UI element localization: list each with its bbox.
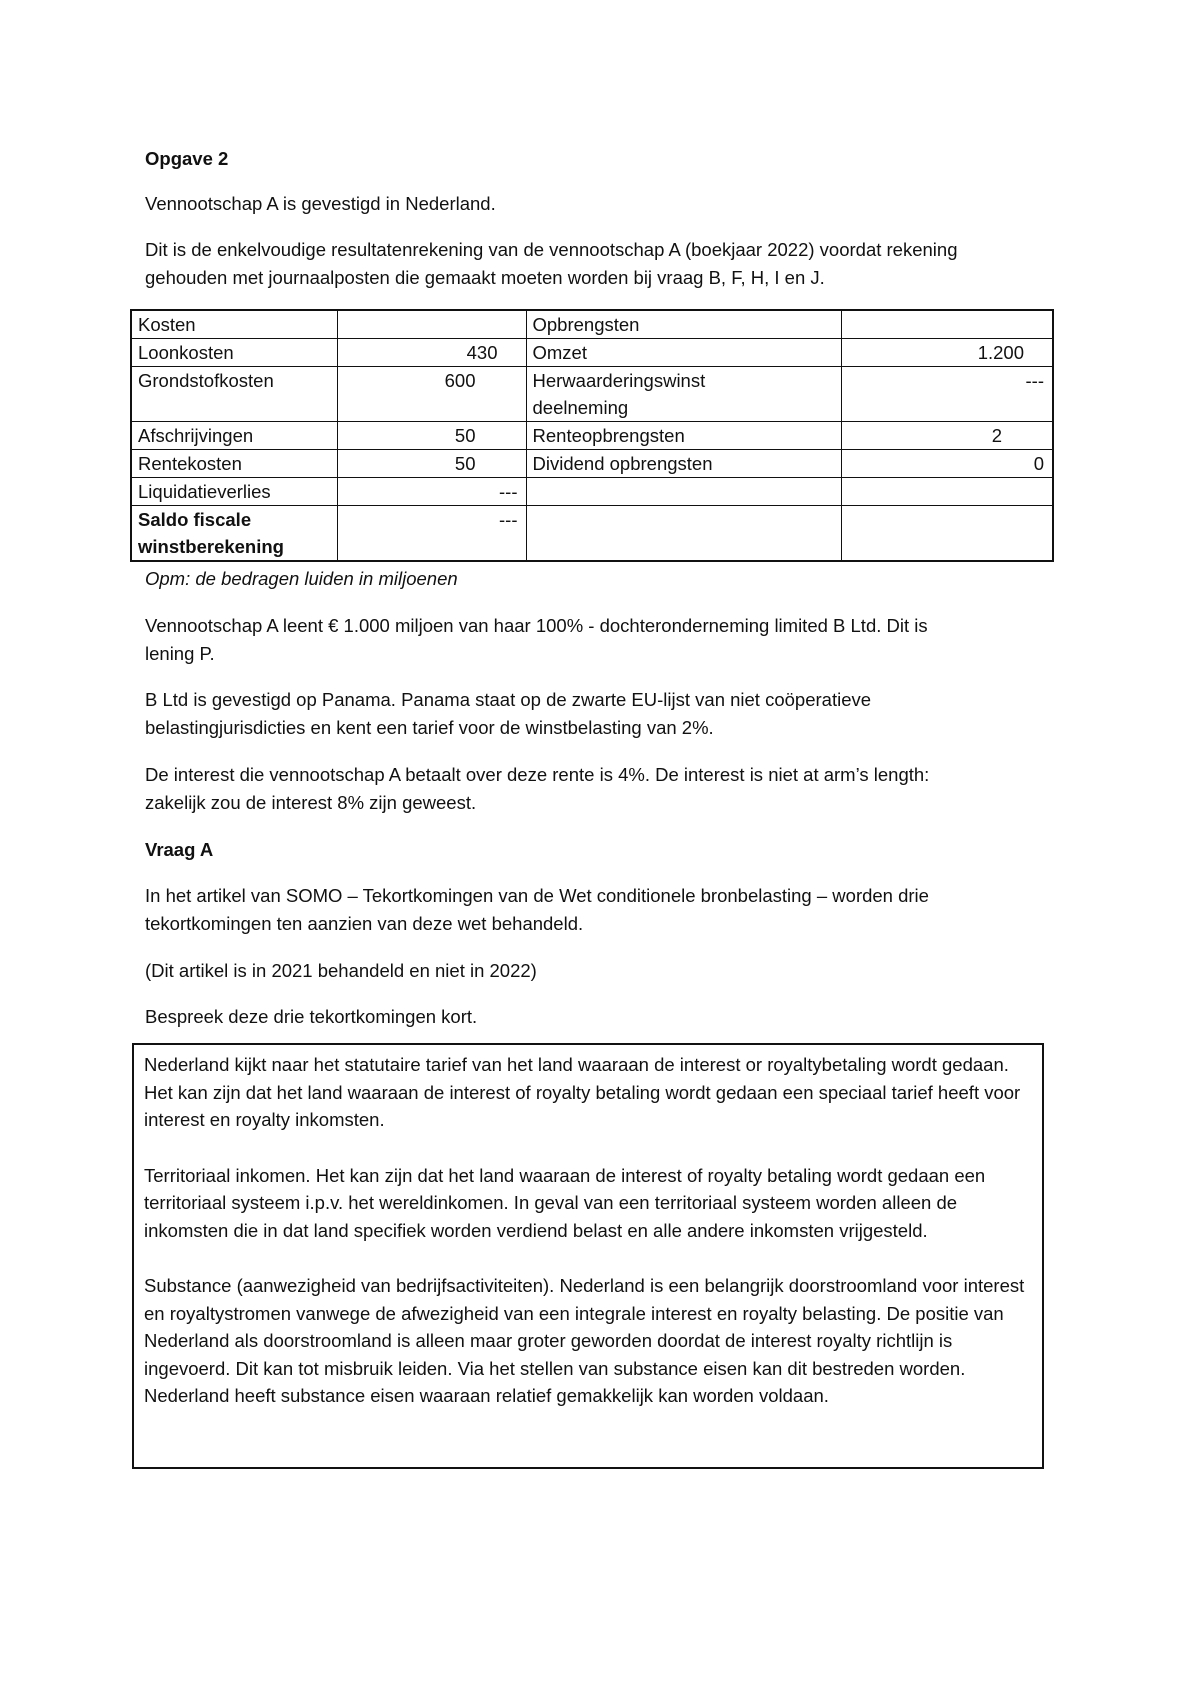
amounts-note: Opm: de bedragen luiden in miljoenen	[145, 568, 458, 589]
assignment-heading: Opgave 2	[145, 148, 229, 169]
question-note: (Dit artikel is in 2021 behandeld en niet in 2022)	[145, 960, 537, 981]
cost-value: ---	[337, 506, 526, 562]
revenue-value: 1.200	[841, 339, 1053, 367]
cost-value: 50	[337, 450, 526, 478]
cost-label: Grondstofkosten	[131, 367, 337, 422]
cost-value: 50	[337, 422, 526, 450]
table-row	[131, 422, 1053, 450]
panama-paragraph-line2: belastingjurisdicties en kent een tarief voor de winstbelasting van 2%.	[145, 717, 714, 738]
loan-paragraph-line1: Vennootschap A leent € 1.000 miljoen van haar 100% - dochteronderneming limited B Ltd. Dit is	[145, 615, 928, 636]
answer-paragraph-2: Territoriaal inkomen. Het kan zijn dat het land waaraan de interest of royalty betaling wordt gedaan een territoriaal systeem i.p.v. het wereldinkomen. In geval van een territoriaal systeem worden alleen de inkomsten die in dat land specifiek worden verdiend belast en alle andere inkomsten vrijgesteld.	[144, 1164, 986, 1241]
cost-label-line1: Saldo fiscale	[138, 509, 252, 530]
revenue-value	[841, 478, 1053, 506]
cost-label: Loonkosten	[131, 339, 337, 367]
revenue-value: 2	[841, 422, 1053, 450]
revenue-label-line1: Herwaarderingswinst	[532, 370, 706, 391]
question-paragraph-line2: tekortkomingen ten aanzien van deze wet behandeld.	[145, 913, 584, 934]
cost-value: 600	[337, 367, 526, 422]
header-revenues: Opbrengsten	[526, 310, 841, 339]
table-row	[131, 506, 1053, 562]
revenue-label: Dividend opbrengsten	[526, 450, 841, 478]
revenue-value: ---	[841, 367, 1053, 422]
header-costs-value	[337, 310, 526, 339]
header-costs: Kosten	[131, 310, 337, 339]
cost-label-line2: winstberekening	[138, 536, 284, 557]
table-row	[131, 478, 1053, 506]
revenue-label: Omzet	[526, 339, 841, 367]
revenue-label	[526, 367, 841, 422]
question-heading: Vraag A	[145, 839, 214, 860]
header-revenues-value	[841, 310, 1053, 339]
answer-box	[132, 1043, 1044, 1469]
cost-label: Liquidatieverlies	[131, 478, 337, 506]
cost-value: 430	[337, 339, 526, 367]
interest-paragraph-line2: zakelijk zou de interest 8% zijn geweest.	[145, 792, 477, 813]
cost-label: Rentekosten	[131, 450, 337, 478]
question-paragraph-line1: In het artikel van SOMO – Tekortkomingen van de Wet conditionele bronbelasting – worden drie	[145, 885, 929, 906]
answer-paragraph-3: Substance (aanwezigheid van bedrijfsactiviteiten). Nederland is een belangrijk doorstroomland voor interest en royaltystromen vanwege de afwezigheid van een integrale interest en royalty belasting. De positie van Nederland als doorstroomland is alleen maar groter geworden doordat de interest royalty richtlijn is ingevoerd. Dit kan tot misbruik leiden. Via het stellen van substance eisen kan dit bestreden worden. Nederland heeft substance eisen waaraan relatief gemakkelijk kan worden voldaan.	[144, 1275, 1025, 1406]
table-row	[131, 339, 1053, 367]
loan-paragraph-line2: lening P.	[145, 643, 215, 664]
intro-paragraph-line2: gehouden met journaalposten die gemaakt moeten worden bij vraag B, F, H, I en J.	[145, 267, 825, 288]
cost-label: Afschrijvingen	[131, 422, 337, 450]
revenue-label	[526, 506, 841, 562]
panama-paragraph-line1: B Ltd is gevestigd op Panama. Panama staat op de zwarte EU-lijst van niet coöperatieve	[145, 689, 872, 710]
table-row	[131, 367, 1053, 422]
revenue-label	[526, 478, 841, 506]
revenue-label: Renteopbrengsten	[526, 422, 841, 450]
income-statement-table	[130, 309, 1054, 562]
question-task: Bespreek deze drie tekortkomingen kort.	[145, 1006, 478, 1027]
table-header-row	[131, 310, 1053, 339]
revenue-value	[841, 506, 1053, 562]
cost-value: ---	[337, 478, 526, 506]
table-row	[131, 450, 1053, 478]
interest-paragraph-line1: De interest die vennootschap A betaalt over deze rente is 4%. De interest is niet at arm’s length:	[145, 764, 930, 785]
revenue-value: 0	[841, 450, 1053, 478]
revenue-label-line2: deelneming	[532, 397, 629, 418]
intro-sentence: Vennootschap A is gevestigd in Nederland.	[145, 193, 496, 214]
cost-label	[131, 506, 337, 562]
answer-paragraph-1: Nederland kijkt naar het statutaire tarief van het land waaraan de interest or royaltybetaling wordt gedaan. Het kan zijn dat het land waaraan de interest of royalty betaling wordt gedaan een speciaal tarief heeft voor interest en royalty inkomsten.	[144, 1054, 1021, 1130]
intro-paragraph-line1: Dit is de enkelvoudige resultatenrekening van de vennootschap A (boekjaar 2022) voordat rekening	[145, 239, 958, 260]
